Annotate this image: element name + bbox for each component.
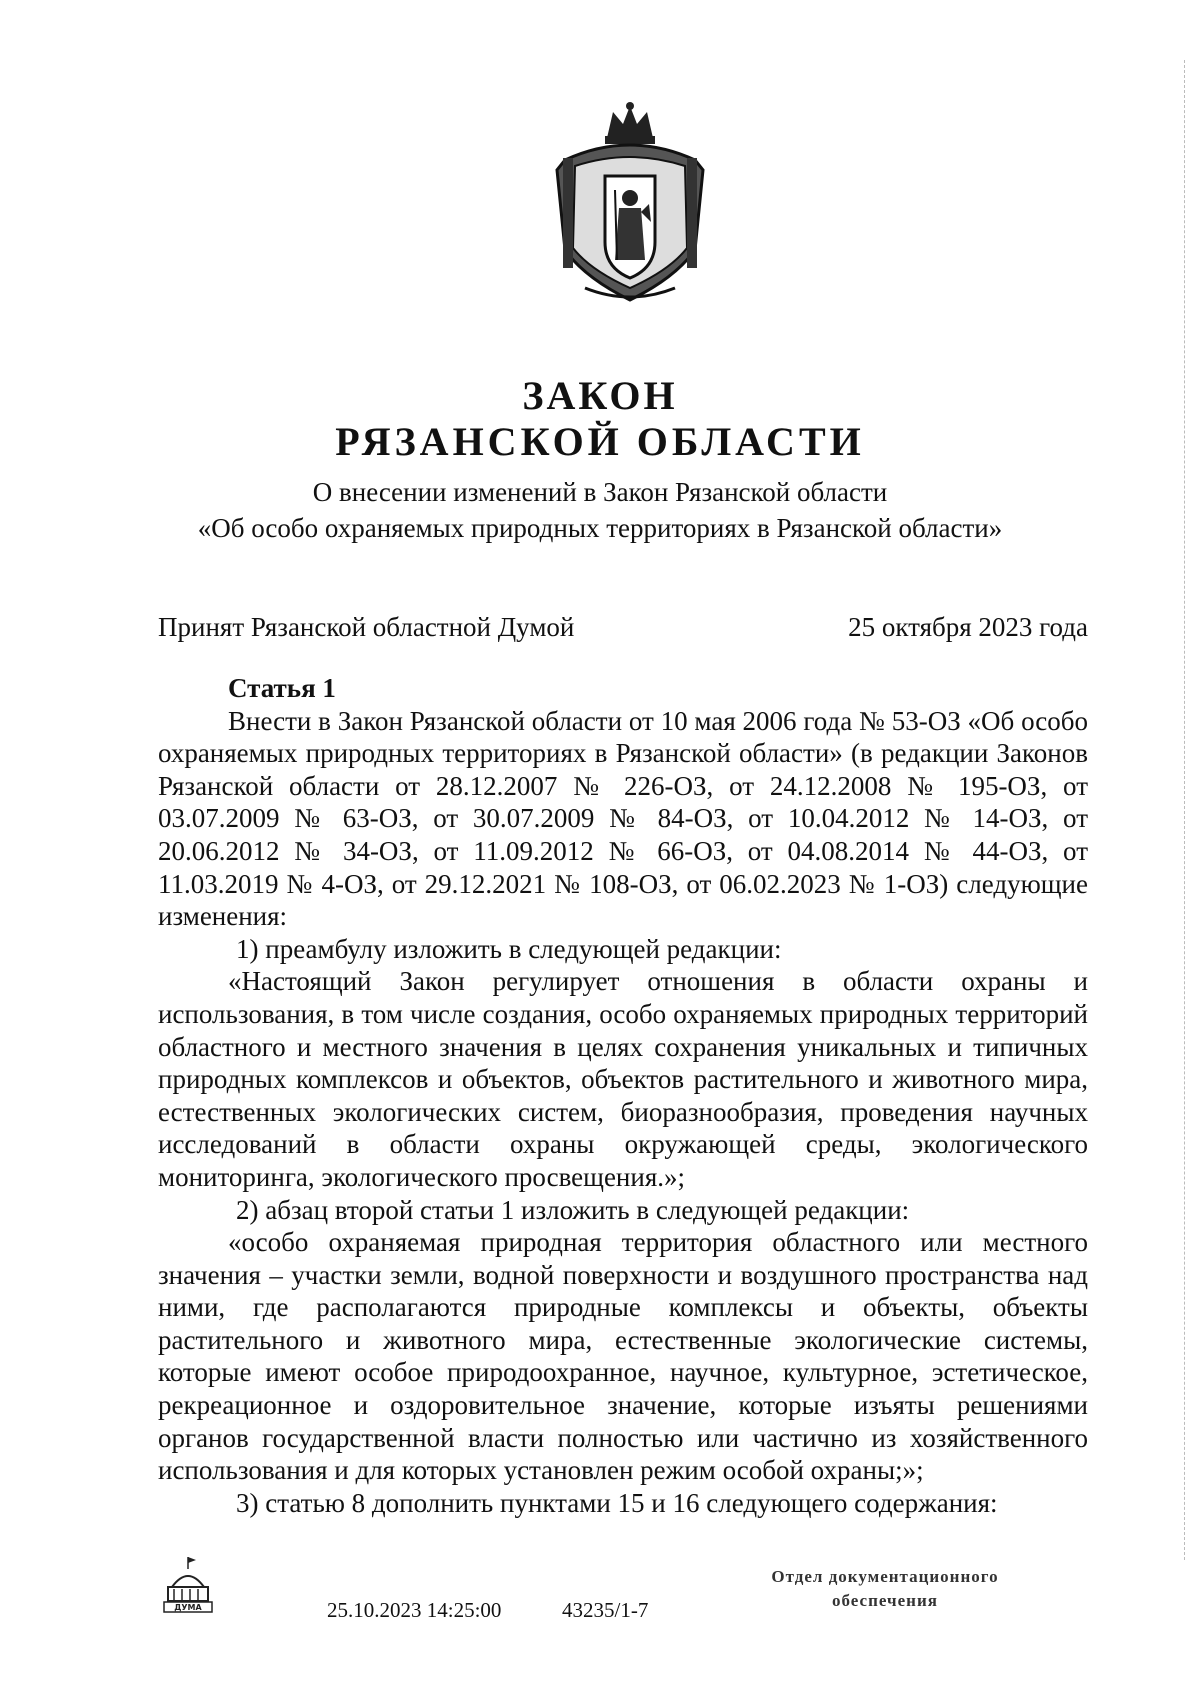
footer-timestamp: 25.10.2023 14:25:00 — [327, 1598, 502, 1622]
amendment-item-1: 1) преамбулу изложить в следующей редакции: — [236, 933, 782, 964]
amendment-item-3: 3) статью 8 дополнить пунктами 15 и 16 следующего содержания: — [236, 1487, 998, 1518]
amendment-text-1: «Настоящий Закон регулирует отношения в области охраны и использования, в том числе создания, особо охраняемых природных территорий областного и местного значения в целях сохранения уникальных и типичных природных комплексов и объектов, объектов растительного и животного мира, естественных экологических систем, биоразнообразия, проведения научных исследований в области охраны окружающей среды, экологического мониторинга, экологического просвещения.»; — [158, 966, 1088, 1192]
subject-line-2: «Об особо охраняемых природных территориях в Рязанской области» — [197, 513, 1003, 543]
subject-line-1: О внесении изменений в Закон Рязанской области — [312, 477, 888, 507]
adoption-date: 25 октября 2023 года — [848, 612, 1088, 642]
duma-logo-text: ДУМА — [174, 1603, 202, 1612]
amendment-text-2: «особо охраняемая природная территория областного или местного значения – участки земли, водной поверхности и воздушного пространства над ними, где располагаются природные комплексы и объекты, объекты растительного и животного мира, естественные экологические системы, которые имеют особое природоохранное, научное, культурное, эстетическое, рекреационное и оздоровительное значение, которые изъяты решениями органов государственной власти полностью или частично из хозяйственного использования и для которых установлен режим особой охраны;»; — [158, 1227, 1088, 1486]
footer-reg-number: 43235/1-7 — [562, 1598, 649, 1622]
stamp-line-1: Отдел документационного — [771, 1567, 999, 1586]
adopted-by: Принят Рязанской областной Думой — [158, 612, 575, 642]
department-stamp — [740, 1565, 1030, 1613]
scan-edge-artifact — [1184, 60, 1187, 1560]
law-region-title: РЯЗАНСКОЙ ОБЛАСТИ — [335, 419, 865, 464]
law-title: ЗАКОН — [522, 373, 678, 418]
article-heading: Статья 1 — [228, 673, 336, 703]
law-subject — [0, 474, 1200, 546]
amendment-item-2: 2) абзац второй статьи 1 изложить в следующей редакции: — [236, 1194, 910, 1225]
coat-of-arms-icon — [545, 100, 715, 310]
article-intro: Внести в Закон Рязанской области от 10 мая 2006 года № 53-ОЗ «Об особо охраняемых природных территориях в Рязанской области» (в редакции Законов Рязанской области от 28.12.2007 № 226-ОЗ, от 24.12.2008 № 195-ОЗ, от 03.07.2009 № 63-ОЗ, от 30.07.2009 № 84-ОЗ, от 10.04.2012 № 14-ОЗ, от 20.06.2012 № 34-ОЗ, от 11.09.2012 № 66-ОЗ, от 04.08.2014 № 44-ОЗ, от 11.03.2019 № 4-ОЗ, от 29.12.2021 № 108-ОЗ, от 06.02.2023 № 1-ОЗ) следующие изменения: — [158, 705, 1088, 932]
article-body — [158, 672, 1088, 1519]
duma-logo-icon — [158, 1555, 220, 1617]
stamp-line-2: обеспечения — [832, 1591, 938, 1610]
